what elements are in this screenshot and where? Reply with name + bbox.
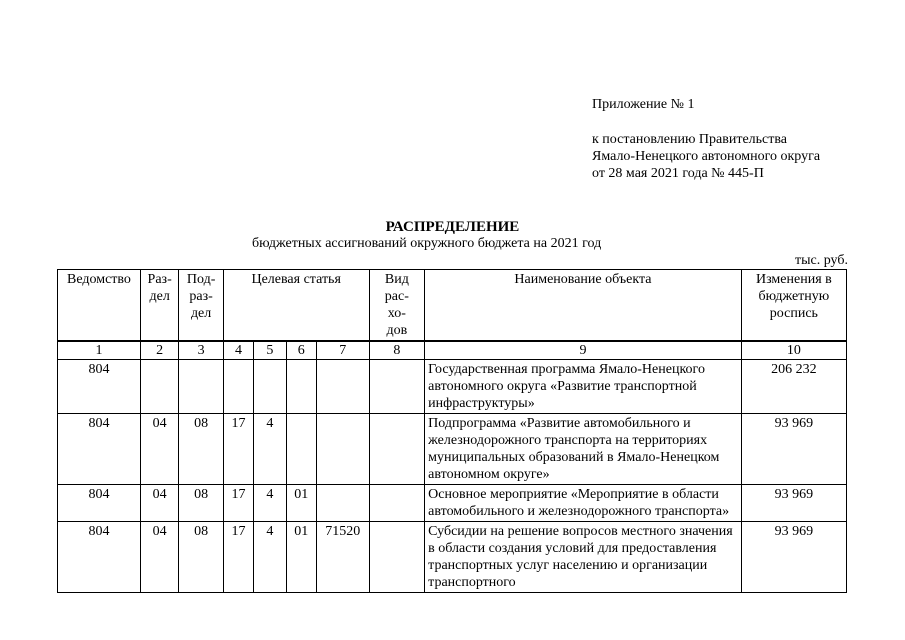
document-title: РАСПРЕДЕЛЕНИЕ <box>385 219 520 235</box>
column-number: 8 <box>369 341 425 360</box>
cell-podrazdel: 08 <box>179 414 224 485</box>
units-label: тыс. руб. <box>795 253 848 268</box>
cell-target-1 <box>223 360 253 414</box>
cell-razdel: 04 <box>140 485 178 522</box>
header-vid-rashodov: Вид рас- хо- дов <box>369 270 425 342</box>
allocation-table <box>57 269 847 593</box>
cell-target-2: 4 <box>254 414 286 485</box>
header-object-name: Наименование объекта <box>425 270 742 342</box>
table-row <box>58 360 847 414</box>
cell-target-2: 4 <box>254 485 286 522</box>
cell-vid <box>369 414 425 485</box>
cell-target-1: 17 <box>223 522 253 593</box>
cell-vedomstvo: 804 <box>58 485 141 522</box>
cell-target-3: 01 <box>286 522 316 593</box>
column-number: 6 <box>286 341 316 360</box>
cell-target-4 <box>316 360 369 414</box>
cell-razdel: 04 <box>140 522 178 593</box>
cell-target-1: 17 <box>223 414 253 485</box>
cell-target-3: 01 <box>286 485 316 522</box>
cell-object-name: Подпрограмма «Развитие автомобильного и железнодорожного транспорта на территориях муниципальных образований в Ямало-Ненецком автономном округе» <box>425 414 742 485</box>
cell-object-name: Субсидии на решение вопросов местного значения в области создания условий для предоставления транспортных услуг населению и организации транспортного <box>425 522 742 593</box>
cell-razdel: 04 <box>140 414 178 485</box>
cell-target-1: 17 <box>223 485 253 522</box>
table-row <box>58 522 847 593</box>
cell-target-3 <box>286 414 316 485</box>
annex-line-1: к постановлению Правительства <box>592 132 788 147</box>
column-number: 5 <box>254 341 286 360</box>
cell-target-4: 71520 <box>316 522 369 593</box>
cell-vid <box>369 360 425 414</box>
document-subtitle: бюджетных ассигнований окружного бюджета на 2021 год <box>252 236 602 251</box>
column-number: 2 <box>140 341 178 360</box>
cell-vedomstvo: 804 <box>58 522 141 593</box>
header-budget-changes: Изменения в бюджетную роспись <box>741 270 846 342</box>
cell-amount: 93 969 <box>741 522 846 593</box>
cell-vedomstvo: 804 <box>58 360 141 414</box>
cell-target-4 <box>316 485 369 522</box>
cell-object-name: Государственная программа Ямало-Ненецкого автономного округа «Развитие транспортной инфраструктуры» <box>425 360 742 414</box>
cell-target-3 <box>286 360 316 414</box>
cell-target-2 <box>254 360 286 414</box>
column-number: 9 <box>425 341 742 360</box>
header-target-article: Целевая статья <box>223 270 369 342</box>
table-row <box>58 414 847 485</box>
cell-target-4 <box>316 414 369 485</box>
column-numbers-row <box>58 341 847 360</box>
cell-vid <box>369 522 425 593</box>
annex-line-3: от 28 мая 2021 года № 445-П <box>592 166 764 181</box>
cell-amount: 93 969 <box>741 414 846 485</box>
table-header-row <box>58 270 847 342</box>
cell-vid <box>369 485 425 522</box>
header-podrazdel: Под- раз- дел <box>179 270 224 342</box>
cell-amount: 93 969 <box>741 485 846 522</box>
cell-amount: 206 232 <box>741 360 846 414</box>
cell-podrazdel: 08 <box>179 485 224 522</box>
column-number: 7 <box>316 341 369 360</box>
cell-vedomstvo: 804 <box>58 414 141 485</box>
column-number: 1 <box>58 341 141 360</box>
column-number: 4 <box>223 341 253 360</box>
column-number: 3 <box>179 341 224 360</box>
cell-object-name: Основное мероприятие «Мероприятие в области автомобильного и железнодорожного транспорта» <box>425 485 742 522</box>
cell-podrazdel: 08 <box>179 522 224 593</box>
annex-line-2: Ямало-Ненецкого автономного округа <box>592 149 821 164</box>
cell-razdel <box>140 360 178 414</box>
header-razdel: Раз- дел <box>140 270 178 342</box>
table-row <box>58 485 847 522</box>
cell-target-2: 4 <box>254 522 286 593</box>
cell-podrazdel <box>179 360 224 414</box>
column-number: 10 <box>741 341 846 360</box>
header-vedomstvo: Ведомство <box>58 270 141 342</box>
annex-title: Приложение № 1 <box>592 97 695 112</box>
